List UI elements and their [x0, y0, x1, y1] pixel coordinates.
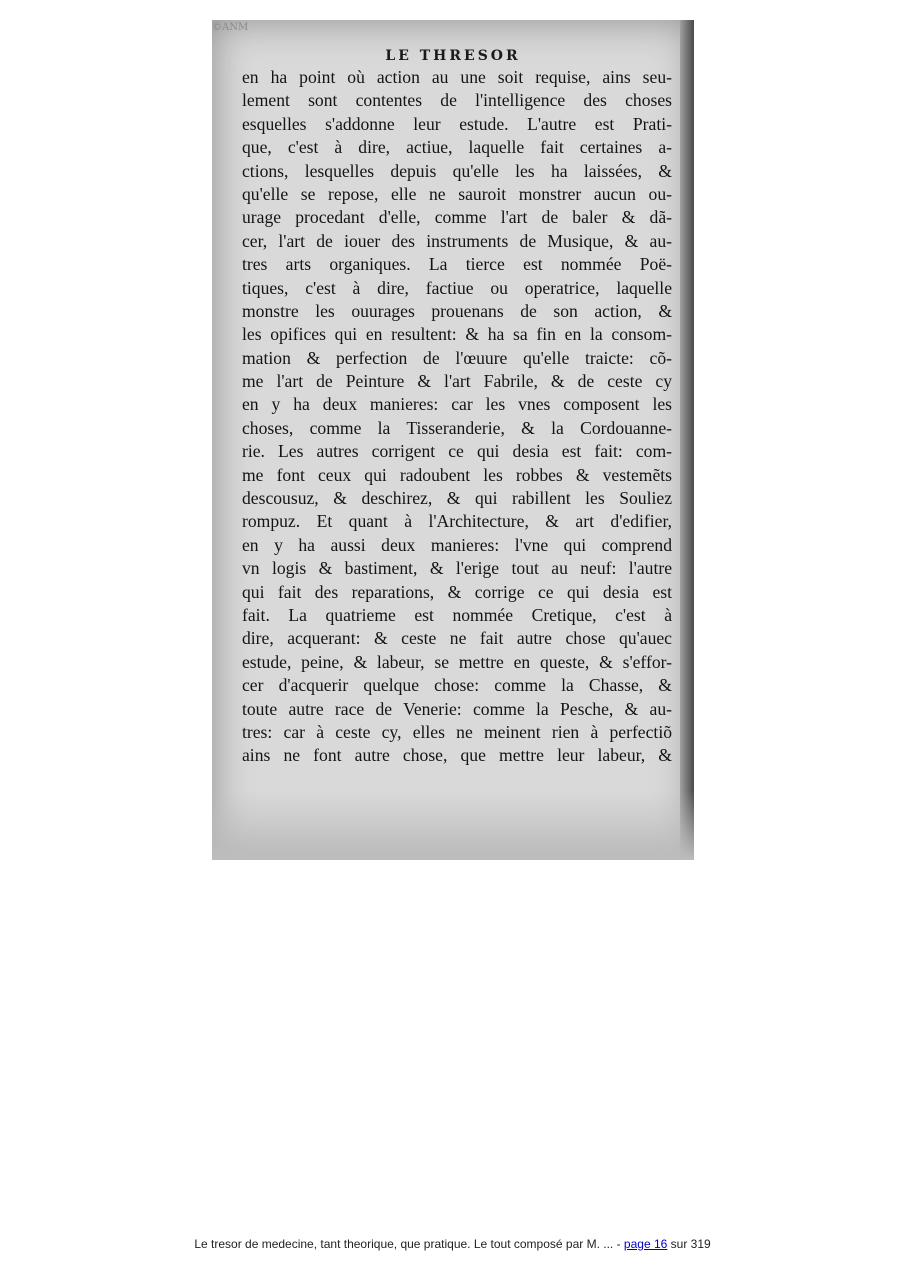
text-line: fait. La quatrieme est nommée Cretique, c'est à: [242, 604, 672, 625]
text-line: mation & perfection de l'œuure qu'elle traicte: cõ-: [242, 347, 672, 368]
text-line: lement sont contentes de l'intelligence des choses: [242, 90, 672, 111]
text-line: me font ceux qui radoubent les robbes & vestemẽts: [242, 464, 672, 485]
watermark: ©ANM: [212, 22, 249, 33]
text-line: cer, l'art de iouer des instruments de Musique, & au-: [242, 230, 672, 251]
text-line: dire, acquerant: & ceste ne fait autre chose qu'auec: [242, 628, 672, 649]
page-link[interactable]: page 16: [623, 1237, 668, 1251]
text-line: esquelles s'addonne leur estude. L'autre est Prati-: [242, 113, 672, 134]
text-line: rie. Les autres corrigent ce qui desia est fait: com-: [242, 441, 672, 462]
text-line: rompuz. Et quant à l'Architecture, & art d'edifier,: [242, 511, 672, 532]
text-line: urage procedant d'elle, comme l'art de baler & dã-: [242, 207, 672, 228]
text-line: que, c'est à dire, actiue, laquelle fait certaines a-: [242, 137, 672, 158]
page-scan: [212, 20, 694, 860]
text-line: choses, comme la Tisseranderie, & la Cordouanne-: [242, 417, 672, 438]
running-head: LE THRESOR: [385, 48, 521, 64]
text-line: en y ha aussi deux manieres: l'vne qui comprend: [242, 534, 672, 555]
text-line: ains ne font autre chose, que mettre leur labeur, &: [242, 745, 672, 766]
text-line: toute autre race de Venerie: comme la Pesche, & au-: [242, 698, 672, 719]
text-line: les opifices qui en resultent: & ha sa fin en la consom-: [242, 324, 672, 345]
text-line: cer d'acquerir quelque chose: comme la Chasse, &: [242, 675, 672, 696]
text-line: me l'art de Peinture & l'art Fabrile, & de ceste cy: [242, 371, 672, 392]
page-text: [242, 66, 672, 768]
text-line: descousuz, & deschirez, & qui rabillent les Souliez: [242, 488, 672, 509]
text-line: tres arts organiques. La tierce est nommée Poë-: [242, 254, 672, 275]
text-line: vn logis & bastiment, & l'erige tout au neuf: l'autre: [242, 558, 672, 579]
caption-suffix: sur 319: [667, 1237, 711, 1251]
text-line: qui fait des reparations, & corrige ce qui desia est: [242, 581, 672, 602]
text-line: en ha point où action au une soit requise, ains seu-: [242, 67, 672, 87]
text-line: ctions, lesquelles depuis qu'elle les ha laissées, &: [242, 160, 672, 181]
text-line: qu'elle se repose, elle ne sauroit monstrer aucun ou-: [242, 183, 672, 204]
text-line: estude, peine, & labeur, se mettre en queste, & s'effor-: [242, 651, 672, 672]
text-line: tiques, c'est à dire, factiue ou operatrice, laquelle: [242, 277, 672, 298]
page-caption: [0, 1237, 905, 1251]
caption-text: Le tresor de medecine, tant theorique, que pratique. Le tout composé par M. ... -: [194, 1237, 624, 1251]
text-line: monstre les ouurages prouenans de son action, &: [242, 300, 672, 321]
text-line: en y ha deux manieres: car les vnes composent les: [242, 394, 672, 415]
text-line: tres: car à ceste cy, elles ne meinent rien à perfectiõ: [242, 721, 672, 742]
